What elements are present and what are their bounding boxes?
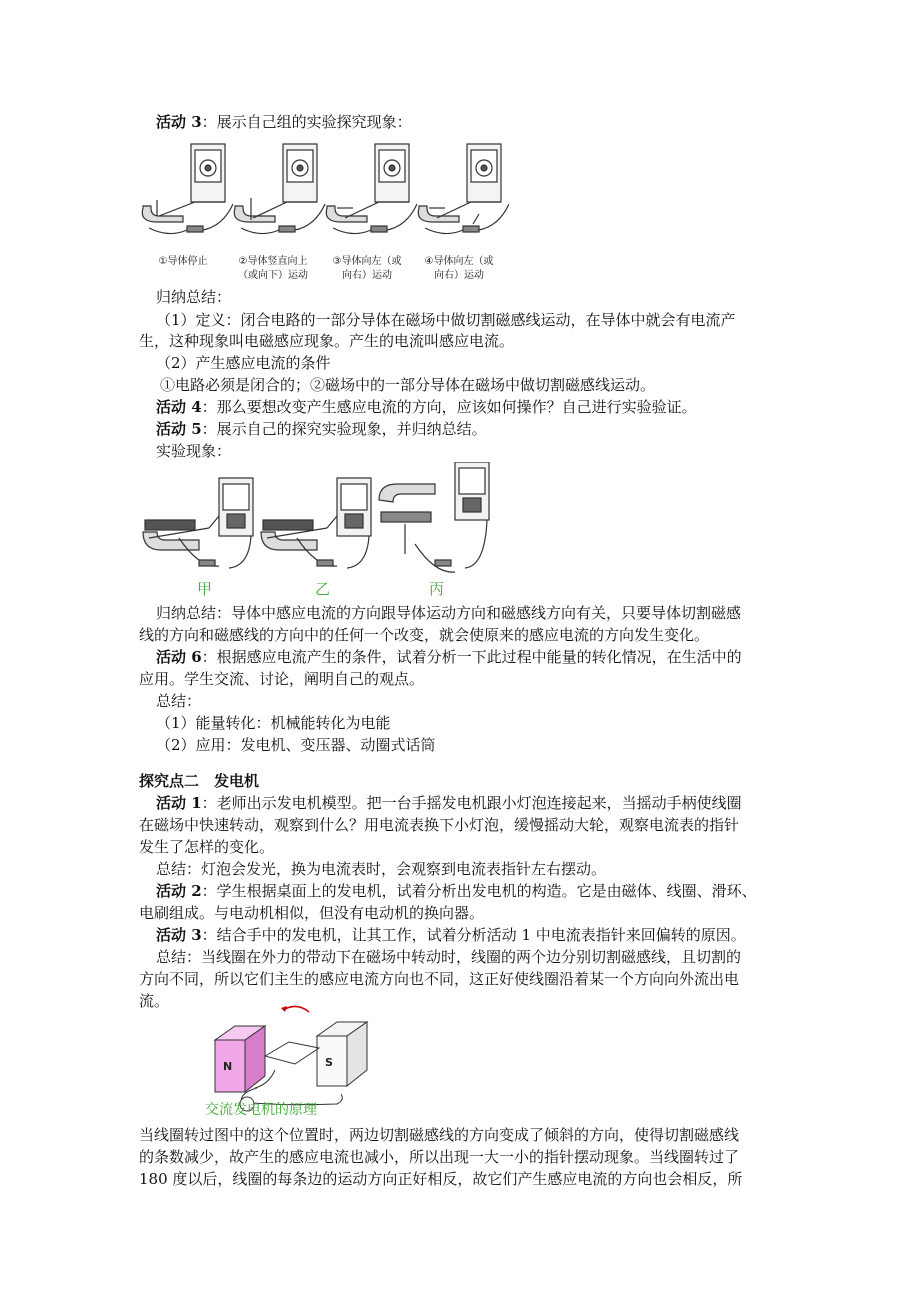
summary-title: 总结： xyxy=(156,692,202,710)
paragraph-line-2: 的条数减少，故产生的感应电流也减小，所以出现一大一小的指针摆动现象。当线圈转过了 xyxy=(139,1148,740,1166)
activity-5-line: 活动 5：展示自己的探究实验现象，并归纳总结。 xyxy=(156,420,487,438)
setup-yi xyxy=(261,478,371,568)
fig1-caption-2a: ②导体竖直向上 xyxy=(238,256,308,267)
fig1-caption-3a: ③导体向左（或 xyxy=(332,256,402,267)
summary-2-line-1: 归纳总结：导体中感应电流的方向跟导体运动方向和磁感线方向有关，只要导体切割磁感 xyxy=(156,604,742,622)
condition-title: （2）产生感应电流的条件 xyxy=(156,354,331,372)
definition-line-2: 生，这种现象叫电磁感应现象。产生的电流叫感应电流。 xyxy=(139,332,515,350)
setup-jia xyxy=(143,478,253,568)
s2-activity-1-line-2: 在磁场中快速转动，观察到什么？用电流表换下小灯泡，缓慢摇动大轮，观察电流表的指针 xyxy=(139,816,740,834)
s2-activity-1-line-1: 活动 1：老师出示发电机模型。把一台手摇发电机跟小灯泡连接起来，当摇动手柄使线圈 xyxy=(156,794,742,812)
s2-activity-2-line-1: 活动 2：学生根据桌面上的发电机，试着分析出发电机的构造。它是由磁体、线圈、滑环、 xyxy=(156,882,757,900)
induction-summary-title: 归纳总结： xyxy=(156,288,232,306)
setup-bing xyxy=(379,462,489,572)
definition-line-1: （1）定义：闭合电路的一部分导体在磁场中做切割磁感线运动，在导体中就会有电流产 xyxy=(156,311,736,329)
electromagnetic-induction-figure-1 xyxy=(139,138,509,250)
experiment-title: 实验现象： xyxy=(156,442,232,460)
fig1-caption-4a: ④导体向左（或 xyxy=(424,256,494,267)
fig1-caption-3b: 向右）运动 xyxy=(342,270,392,281)
paragraph-line-1: 当线圈转过图中的这个位置时，两边切割磁感线的方向变成了倾斜的方向，使得切割磁感线 xyxy=(139,1126,740,1144)
svg-text:N: N xyxy=(223,1060,233,1073)
s2-activity-3-line: 活动 3：结合手中的发电机，让其工作，试着分析活动 1 中电流表指针来回偏转的原因。 xyxy=(156,926,746,944)
activity-6-line-1: 活动 6：根据感应电流产生的条件，试着分析一下此过程中能量的转化情况，在生活中的 xyxy=(156,648,742,666)
label-bing: 丙 xyxy=(429,580,445,598)
section-2-heading: 探究点二 发电机 xyxy=(139,772,260,790)
paragraph-line-3: 180 度以后，线圈的每条边的运动方向正好相反，故它们产生感应电流的方向也会相反，所 xyxy=(139,1170,743,1188)
label-jia: 甲 xyxy=(197,580,213,598)
summary-item-1: （1）能量转化：机械能转化为电能 xyxy=(156,714,391,732)
setup-3 xyxy=(326,144,417,234)
setup-4 xyxy=(418,144,509,234)
activity-4-line: 活动 4：那么要想改变产生感应电流的方向，应该如何操作？自己进行实验验证。 xyxy=(156,398,697,416)
s2-summary-1: 总结：灯泡会发光，换为电流表时，会观察到电流表指针左右摆动。 xyxy=(156,860,607,878)
setup-1 xyxy=(142,144,233,234)
condition-text: ①电路必须是闭合的；②磁场中的一部分导体在磁场中做切割磁感线运动。 xyxy=(160,376,656,394)
activity-3-line: 活动 3：展示自己组的实验探究现象： xyxy=(156,113,412,131)
fig1-caption-1: ①导体停止 xyxy=(158,256,208,267)
summary-item-2: （2）应用：发电机、变压器、动圈式话筒 xyxy=(156,736,436,754)
fig1-caption-2b: （或向下）运动 xyxy=(238,270,308,281)
label-yi: 乙 xyxy=(315,580,331,598)
summary-2-line-2: 线的方向和磁感线的方向中的任何一个改变，就会使原来的感应电流的方向发生变化。 xyxy=(139,626,710,644)
activity-6-line-2: 应用。学生交流、讨论，阐明自己的观点。 xyxy=(139,670,425,688)
svg-text:S: S xyxy=(325,1056,333,1069)
s2-activity-2-line-2: 电刷组成。与电动机相似，但没有电动机的换向器。 xyxy=(139,904,485,922)
current-direction-figure xyxy=(139,462,509,600)
fig1-caption-4b: 向右）运动 xyxy=(434,270,484,281)
setup-2 xyxy=(234,144,325,234)
s2-summary-3-line-1: 总结：当线圈在外力的带动下在磁场中转动时，线圈的两个边分别切割磁感线，且切割的 xyxy=(156,948,742,966)
s2-summary-3-line-2: 方向不同，所以它们主生的感应电流方向也不同，这正好使线圈沿着某一个方向向外流出电 xyxy=(139,970,740,988)
s2-summary-3-line-3: 流。 xyxy=(139,992,170,1010)
fig3-caption: 交流发电机的原理 xyxy=(205,1102,317,1118)
s2-activity-1-line-3: 发生了怎样的变化。 xyxy=(139,838,275,856)
